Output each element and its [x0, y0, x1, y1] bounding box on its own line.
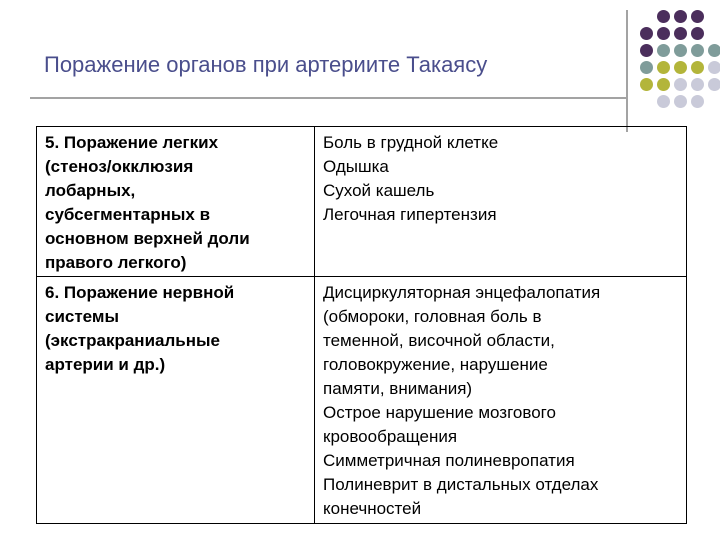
- cell-line: 5. Поражение легких: [45, 133, 219, 152]
- cell-line: Сухой кашель: [323, 181, 435, 200]
- decorative-dot: [708, 44, 720, 57]
- cell-line: кровообращения: [323, 427, 458, 446]
- decorative-dot: [691, 61, 704, 74]
- cell-line: Симметричная полиневропатия: [323, 451, 575, 470]
- decorative-dot: [674, 78, 687, 91]
- decorative-dot: [691, 27, 704, 40]
- decorative-dot: [708, 61, 720, 74]
- cell-line: Одышка: [323, 157, 389, 176]
- table-cell-symptoms: [315, 127, 687, 277]
- organ-damage-table: [36, 126, 687, 524]
- cell-line: (обмороки, головная боль в: [323, 307, 542, 326]
- cell-line: системы: [45, 307, 120, 326]
- cell-line: Легочная гипертензия: [323, 205, 497, 224]
- cell-line: (стеноз/окклюзия: [45, 157, 194, 176]
- decorative-dot: [691, 44, 704, 57]
- cell-line: конечностей: [323, 499, 422, 518]
- decorative-dot: [657, 95, 670, 108]
- title-underline: [30, 97, 628, 99]
- decorative-dot: [640, 78, 653, 91]
- decorative-dot: [657, 61, 670, 74]
- table-cell-organ: [37, 277, 315, 524]
- cell-line: Дисциркуляторная энцефалопатия: [323, 283, 601, 302]
- cell-line: (экстракраниальные: [45, 331, 220, 350]
- slide-title: Поражение органов при артериите Такаясу: [44, 52, 488, 77]
- decorative-dot: [708, 78, 720, 91]
- decorative-dot: [674, 10, 687, 23]
- cell-line: теменной, височной области,: [323, 331, 555, 350]
- decorative-dot: [674, 27, 687, 40]
- cell-line: Полиневрит в дистальных отделах: [323, 475, 599, 494]
- table-cell-organ: [37, 127, 315, 277]
- decorative-dot: [657, 10, 670, 23]
- decorative-dot: [691, 10, 704, 23]
- decorative-dot: [674, 44, 687, 57]
- cell-line: Острое нарушение мозгового: [323, 403, 556, 422]
- decorative-dot: [657, 27, 670, 40]
- decorative-dot: [674, 61, 687, 74]
- cell-line: артерии и др.): [45, 355, 166, 374]
- decorative-dot: [657, 78, 670, 91]
- decorative-dot-grid: [640, 10, 720, 120]
- table-row: [37, 127, 687, 277]
- cell-line: 6. Поражение нервной: [45, 283, 235, 302]
- decorative-dot: [640, 27, 653, 40]
- cell-line: лобарных,: [45, 181, 136, 200]
- cell-line: Боль в грудной клетке: [323, 133, 499, 152]
- decorative-dot: [691, 95, 704, 108]
- vertical-divider: [626, 10, 628, 132]
- cell-line: головокружение, нарушение: [323, 355, 548, 374]
- cell-line: правого легкого): [45, 253, 187, 272]
- decorative-dot: [640, 44, 653, 57]
- decorative-dot: [691, 78, 704, 91]
- cell-line: памяти, внимания): [323, 379, 473, 398]
- decorative-dot: [674, 95, 687, 108]
- decorative-dot: [657, 44, 670, 57]
- table-row: [37, 277, 687, 524]
- table-cell-symptoms: [315, 277, 687, 524]
- cell-line: субсегментарных в: [45, 205, 211, 224]
- decorative-dot: [640, 61, 653, 74]
- cell-line: основном верхней доли: [45, 229, 250, 248]
